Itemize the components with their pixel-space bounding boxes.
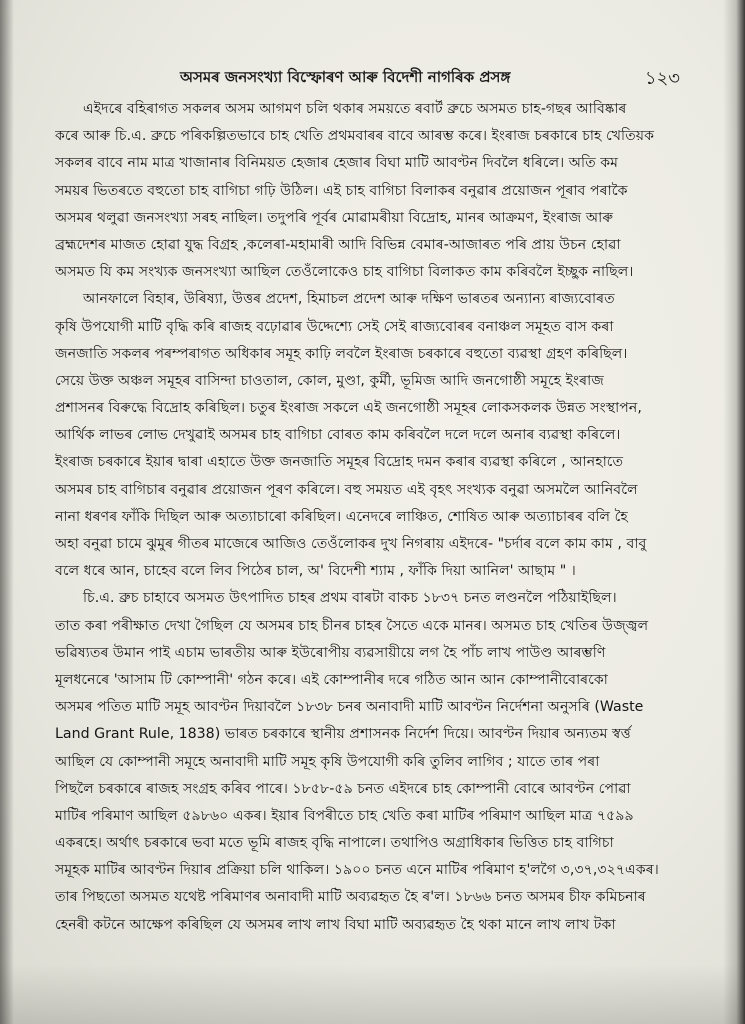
text-line: পিছলৈ চৰকাৰে ৰাজহ সংগ্ৰহ কৰিব পাৰে। ১৮৫৮-৫৯ চনত এইদৰে চাহ কোম্পানী বোৰে আবণ্টন পোৱা [55, 780, 631, 797]
page-body-text [55, 96, 703, 1008]
text-line: ভৱিষ্যতৰ উমান পাই এচাম ভাৰতীয় আৰু ইউৰোপীয় ব্যৱসায়ীয়ে লগ হৈ পাঁচ লাখ পাউণ্ড আৰম্ভণি [55, 644, 606, 661]
text-line: কৰে আৰু চি.এ. ব্ৰুচে পৰিকল্পিতভাবে চাহ খেতি প্ৰথমবাৰৰ বাবে আৰম্ভ কৰে। ইংৰাজ চৰকাৰে চাহ খেতিয়ক [55, 128, 655, 145]
text-line: অসমৰ পতিত মাটি সমূহ আবণ্টন দিয়াবলৈ ১৮৩৮ চনৰ অনাবাদী মাটি আবণ্টন নিৰ্দেশনা অনুসৰি (Waste [55, 699, 644, 716]
text-line: আৰ্থিক লাভৰ লোভ দেখুৱাই অসমৰ চাহ বাগিচা বোৰত কাম কৰিবলৈ দলে দলে অনাৰ ব্যৱস্থা কৰিলে। [55, 427, 621, 444]
text-line: সমূহক মাটিৰ আবণ্টন দিয়াৰ প্ৰক্ৰিয়া চলি থাকিল। ১৯০০ চনত এনে মাটিৰ পৰিমাণ হ'লগৈ ৩,৩৭,৩২৭একৰ। [55, 862, 659, 879]
text-line: মাটিৰ পৰিমাণ আছিল ৫৯৮৬০ একৰ। ইয়াৰ বিপৰীতে চাহ খেতি কৰা মাটিৰ পৰিমাণ আছিল মাত্ৰ ৭৫৯৯ [55, 807, 634, 824]
text-line: সময়ৰ ভিতৰতে বহুতো চাহ বাগিচা গঢ়ি উঠিল। এই চাহ বাগিচা বিলাকৰ বনুৱাৰ প্ৰয়োজন পূৰাব পৰাকৈ [55, 182, 628, 199]
text-line: সেয়ে উক্ত অঞ্চল সমূহৰ বাসিন্দা চাওতাল, কোল, মুণ্ডা, কুৰ্মী, ভূমিজ আদি জনগোষ্ঠী সমূহে ইংৰাজ [55, 372, 604, 389]
page-left-shadow [0, 0, 14, 1024]
text-line: হেনৰী কটনে আক্ষেপ কৰিছিল যে অসমৰ লাখ লাখ বিঘা মাটি অব্যৱহৃত হৈ থকা মানে লাখ লাখ টকা [55, 916, 616, 933]
text-line: জনজাতি সকলৰ পৰম্পৰাগত অধিকাৰ সমূহ কাঢ়ি লবলৈ ইংৰাজ চৰকাৰে বহুতো ব্যৱস্থা গ্ৰহণ কৰিছিল। [55, 345, 628, 362]
text-line: প্ৰশাসনৰ বিৰুদ্ধে বিদ্ৰোহ কৰিছিল। চতুৰ ইংৰাজ সকলে এই জনগোষ্ঠী সমূহৰ লোকসকলক উন্নত সংস্থাপন, [55, 400, 642, 417]
text-line: আনফালে বিহাৰ, উৰিষ্যা, উত্তৰ প্ৰদেশ, হিমাচল প্ৰদেশ আৰু দক্ষিণ ভাৰতৰ অন্যান্য ৰাজ্যবোৰত [83, 291, 615, 308]
page-number: ১২৩ [644, 68, 680, 89]
text-line: Land Grant Rule, 1838) ভাৰত চৰকাৰে স্থানীয় প্ৰশাসনক নিৰ্দেশ দিয়ে। আবণ্টন দিয়াৰ অন্যতম স্বৰ্ত্ত [55, 726, 631, 743]
text-line: বলে ধৰে আন, চাহেব বলে লিব পিঠেৰ চাল, অ' বিদেশী শ্যাম , ফাঁকি দিয়া আনিল' আছাম " । [55, 563, 576, 580]
text-line: একৰহে। অৰ্থাৎ চৰকাৰে ভবা মতে ভূমি ৰাজহ বৃদ্ধি নাপালে। তথাপিও অগ্ৰাধিকাৰ ভিত্তিত চাহ বাগিচা [55, 835, 614, 852]
text-line: ব্ৰহ্মদেশৰ মাজত হোৱা যুদ্ধ বিগ্ৰহ ,কলেৰা-মহামাৰী আদি বিভিন্ন বেমাৰ-আজাৰত পৰি প্ৰায় উচন হোৱা [55, 236, 621, 253]
text-line: নানা ধৰণৰ ফাঁকি দিছিল আৰু অত্যাচাৰো কৰিছিল। এনেদৰে লাঞ্চিত, শোষিত আৰু অত্যাচাৰৰ বলি হৈ [55, 508, 628, 525]
text-line: চি.এ. ব্ৰুচ চাহাবে অসমত উৎপাদিত চাহৰ প্ৰথম বাৰটা বাকচ ১৮৩৭ চনত লণ্ডনলৈ পঠিয়াইছিল। [83, 590, 617, 607]
text-line: ইংৰাজ চৰকাৰে ইয়াৰ দ্বাৰা এহাতে উক্ত জনজাতি সমূহৰ বিদ্ৰোহ দমন কৰাৰ ব্যৱস্থা কৰিলে , আনহাতে [55, 454, 624, 471]
text-line: আছিল যে কোম্পানী সমূহে অনাবাদী মাটি সমূহ কৃষি উপযোগী কৰি তুলিব লাগিব ; যাতে তাৰ পৰা [55, 753, 600, 770]
text-line: এইদৰে বহিৰাগত সকলৰ অসম আগমণ চলি থকাৰ সময়তে ৰবাৰ্ট ব্ৰুচে অসমত চাহ-গছৰ আবিষ্কাৰ [83, 101, 627, 117]
text-line: তাৰ পিছতো অসমত যথেষ্ট পৰিমাণৰ অনাবাদী মাটি অব্যৱহৃত হৈ ৰ'ল। ১৮৬৬ চনত অসমৰ চীফ কমিচনাৰ [55, 889, 646, 906]
text-line: তাত কৰা পৰীক্ষাত দেখা গৈছিল যে অসমৰ চাহ চীনৰ চাহৰ সৈতে একে মানৰ। অসমত চাহ খেতিৰ উজ্জ্বল [55, 617, 649, 634]
page-header [140, 66, 680, 92]
page-edge-shadow [723, 0, 745, 1024]
running-head: অসমৰ জনসংখ্যা বিস্ফোৰণ আৰু বিদেশী নাগৰিক প্ৰসঙ্গ [180, 68, 511, 86]
text-line: কৃষি উপযোগী মাটি বৃদ্ধি কৰি ৰাজহ বঢ়োৱাৰ উদ্দেশ্যে সেই সেই ৰাজ্যবোৰৰ বনাঞ্চল সমূহত বাস কৰা [55, 318, 614, 335]
text-line: অহা বনুৱা চামে ঝুমুৰ গীতৰ মাজেৰে আজিও তেওঁলোকৰ দুখ নিগৰায় এইদৰে- "চৰ্দাৰ বলে কাম কাম , বাবু [55, 536, 647, 552]
text-line: অসমৰ চাহ বাগিচাৰ বনুৱাৰ প্ৰয়োজন পূৰণ কৰিলে। বহু সময়ত এই বৃহৎ সংখ্যক বনুৱা অসমলৈ আনিবলৈ [55, 481, 638, 498]
text-line: অসমৰ থলুৱা জনসংখ্যা সৰহ নাছিল। তদুপৰি পূৰ্বৰ মোৱামৰীয়া বিদ্ৰোহ, মানৰ আক্ৰমণ, ইংৰাজ আৰু [55, 209, 614, 226]
text-line: মূলধনেৰে 'আসাম টি কোম্পানী' গঠন কৰে। এই কোম্পানীৰ দৰে গঠিত আন আন কোম্পানীবোৰকো [55, 671, 608, 688]
text-line: সকলৰ বাবে নাম মাত্ৰ খাজানাৰ বিনিময়ত হেজাৰ হেজাৰ বিঘা মাটি আবণ্টন দিবলৈ ধৰিলে। অতি কম [55, 155, 619, 172]
text-line: অসমত যি কম সংখ্যক জনসংখ্যা আছিল তেওঁলোকেও চাহ বাগিচা বিলাকত কাম কৰিবলৈ ইচ্ছুক নাছিল। [55, 264, 634, 281]
